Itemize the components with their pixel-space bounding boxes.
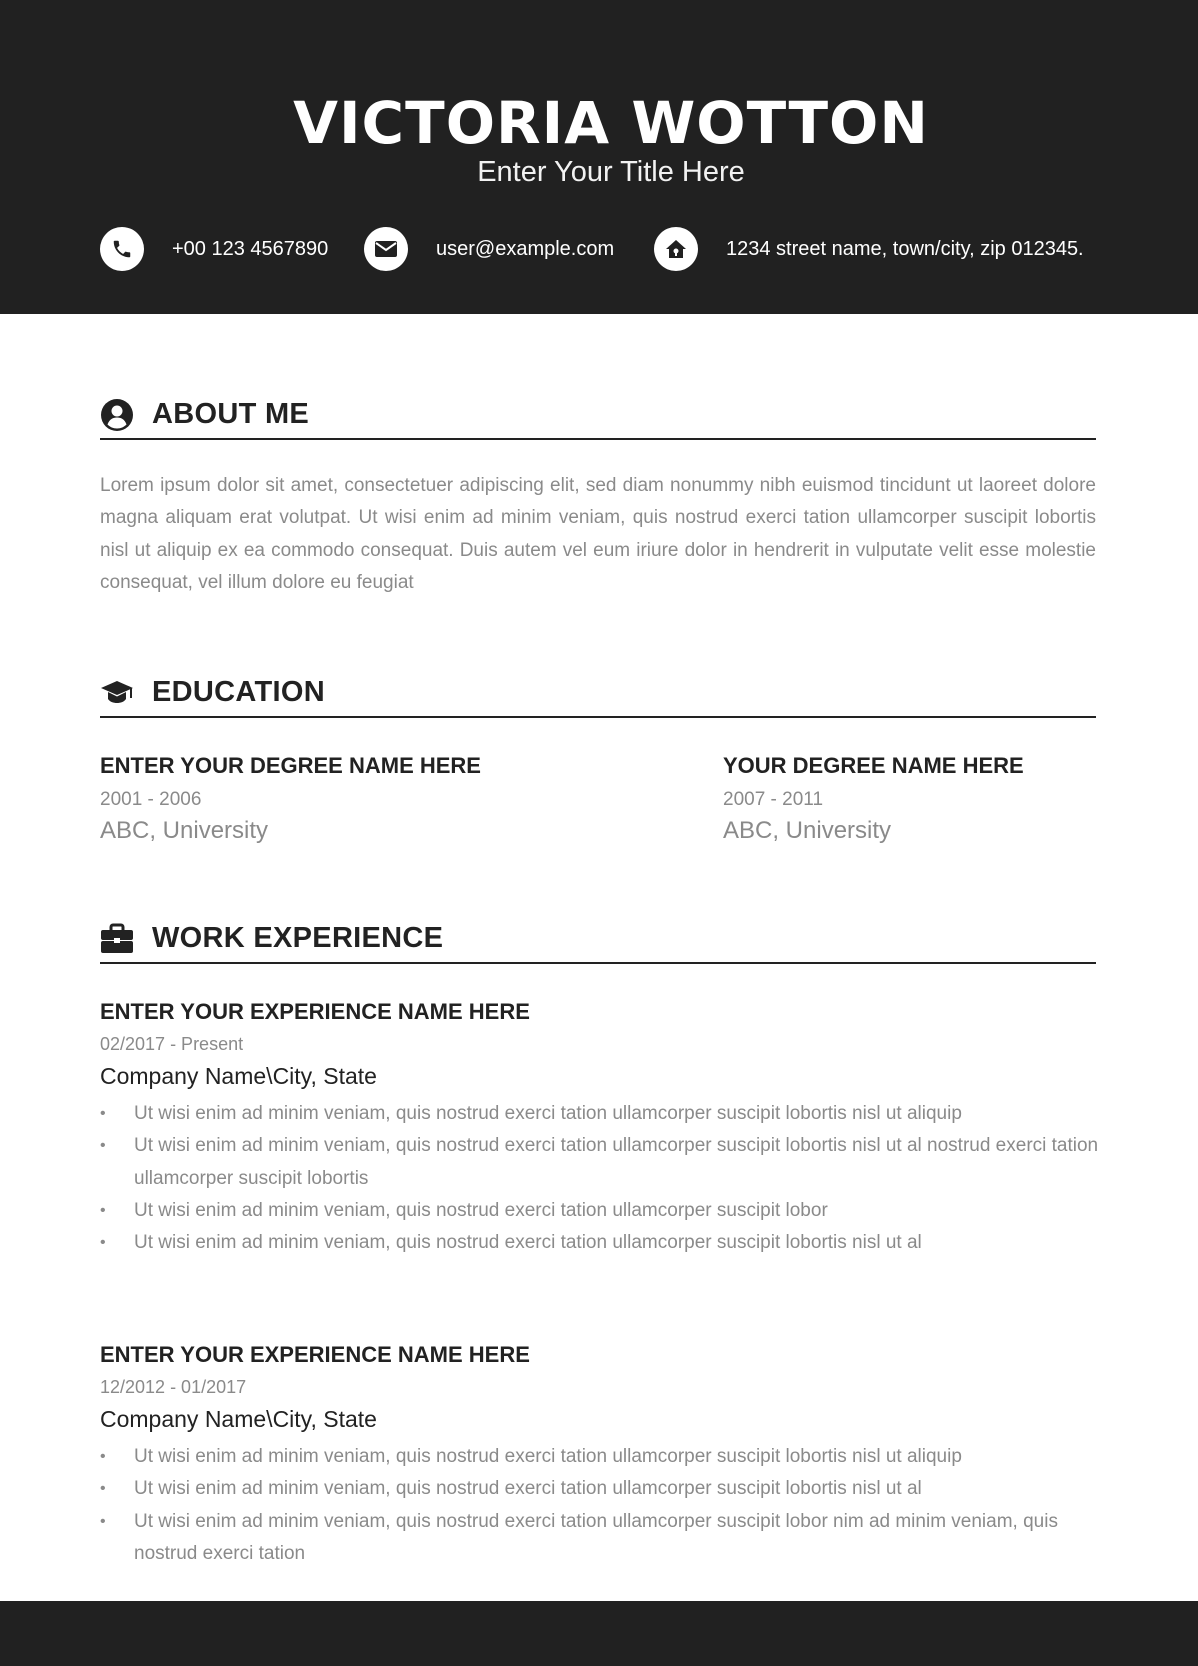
list-item: • Ut wisi enim ad minim veniam, quis nostrud exerci tation ullamcorper suscipit lobortis nisl ut al (100, 1227, 1100, 1259)
phone-icon (100, 227, 144, 271)
address-text: 1234 street name, town/city, zip 012345. (726, 237, 1084, 260)
job-dates: 12/2012 - 01/2017 (100, 1377, 247, 1397)
resume-header (0, 0, 1198, 314)
degree-name: ENTER YOUR DEGREE NAME HERE (100, 753, 481, 778)
job-duties (100, 1098, 1100, 1259)
work-heading: WORK EXPERIENCE (152, 922, 444, 954)
list-item: • Ut wisi enim ad minim veniam, quis nostrud exerci tation ullamcorper suscipit lobortis nisl ut aliquip (100, 1441, 1100, 1473)
list-item: • Ut wisi enim ad minim veniam, quis nostrud exerci tation ullamcorper suscipit lobortis nisl ut al (100, 1473, 1100, 1505)
job-title: Enter Your Title Here (477, 156, 745, 188)
education-entry (100, 750, 660, 846)
about-section-header (100, 394, 1096, 440)
degree-name: YOUR DEGREE NAME HERE (723, 753, 1024, 778)
job-dates: 02/2017 - Present (100, 1034, 244, 1054)
job-title: ENTER YOUR EXPERIENCE NAME HERE (100, 1342, 530, 1367)
list-item: • Ut wisi enim ad minim veniam, quis nostrud exerci tation ullamcorper suscipit lobor nim ad minim veniam, quis nostrud exerci tation (100, 1506, 1100, 1571)
work-entry (100, 996, 1100, 1259)
degree-school: ABC, University (723, 817, 892, 844)
work-section-header (100, 918, 1096, 964)
user-icon (100, 398, 134, 432)
education-entry (723, 750, 1103, 846)
person-name: VICTORIA WOTTON (293, 89, 929, 157)
graduation-cap-icon (100, 676, 134, 710)
contact-phone (100, 226, 328, 272)
job-company: Company Name\City, State (100, 1063, 377, 1089)
about-heading: ABOUT ME (152, 398, 310, 430)
job-title: ENTER YOUR EXPERIENCE NAME HERE (100, 999, 530, 1024)
list-item: • Ut wisi enim ad minim veniam, quis nostrud exerci tation ullamcorper suscipit lobortis nisl ut al nostrud exerci tation ullamcorper suscipit lobortis (100, 1130, 1100, 1195)
education-section-header (100, 672, 1096, 718)
job-duties (100, 1441, 1100, 1570)
email-text: user@example.com (436, 237, 615, 260)
degree-school: ABC, University (100, 817, 269, 844)
phone-text: +00 123 4567890 (172, 237, 329, 260)
home-icon (654, 227, 698, 271)
job-company: Company Name\City, State (100, 1406, 377, 1432)
list-item: • Ut wisi enim ad minim veniam, quis nostrud exerci tation ullamcorper suscipit lobor (100, 1195, 1100, 1227)
about-text: Lorem ipsum dolor sit amet, consectetuer adipiscing elit, sed diam nonummy nibh euismod tincidunt ut laoreet dolore magna aliquam erat volutpat. Ut wisi enim ad minim veniam, quis nostrud exerci tation ullamcorper suscipit lobortis nisl ut aliquip ex ea commodo consequat. Duis autem vel eum iriure dolor in hendrerit in vulputate velit esse molestie consequat, vel illum dolore eu feugiat (100, 475, 1096, 594)
footer-bar (0, 1601, 1198, 1666)
degree-years: 2007 - 2011 (723, 789, 824, 810)
list-item: • Ut wisi enim ad minim veniam, quis nostrud exerci tation ullamcorper suscipit lobortis nisl ut aliquip (100, 1098, 1100, 1130)
degree-years: 2001 - 2006 (100, 789, 202, 810)
contact-email (364, 226, 614, 272)
briefcase-icon (100, 922, 134, 956)
education-heading: EDUCATION (152, 676, 325, 708)
contact-address (654, 226, 1084, 272)
envelope-icon (364, 227, 408, 271)
work-entry (100, 1339, 1100, 1570)
